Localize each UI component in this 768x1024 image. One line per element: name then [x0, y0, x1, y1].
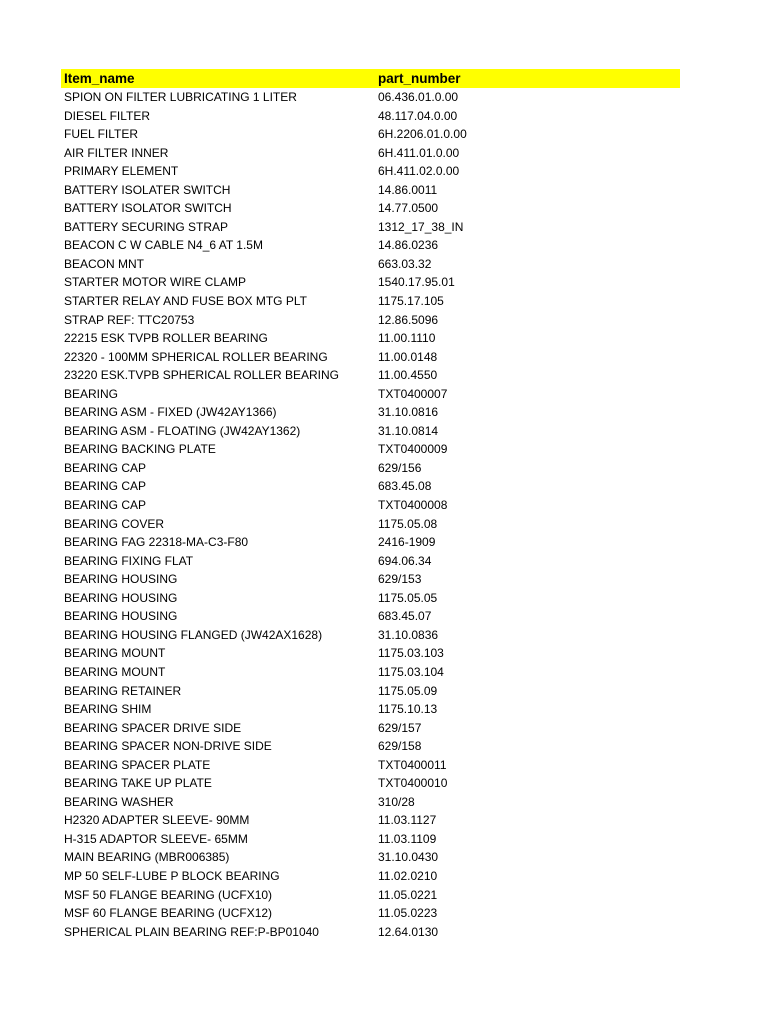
- item-name-cell: BEARING SPACER DRIVE SIDE: [64, 720, 242, 735]
- item-name-cell: BEARING BACKING PLATE: [64, 442, 216, 457]
- part-number-cell: 694.06.34: [378, 553, 432, 568]
- part-number-cell: 11.03.1127: [378, 813, 437, 828]
- part-number-cell: 11.00.1110: [378, 331, 436, 346]
- table-row: [61, 162, 680, 181]
- part-number-cell: 31.10.0814: [378, 423, 439, 438]
- part-number-cell: 06.436.01.0.00: [378, 90, 459, 104]
- part-number-cell: 1175.05.08: [378, 516, 438, 531]
- part-number-cell: 1175.05.05: [378, 590, 438, 605]
- table-row: [61, 830, 680, 849]
- table-row: [61, 737, 680, 756]
- item-name-cell: BEARING SPACER NON-DRIVE SIDE: [64, 739, 272, 754]
- table-row: [61, 459, 680, 478]
- part-number-cell: 12.64.0130: [378, 924, 439, 939]
- table-row: [61, 273, 680, 292]
- table-row: [61, 218, 680, 237]
- item-name-cell: SPION ON FILTER LUBRICATING 1 LITER: [64, 90, 297, 104]
- item-name-cell: BEARING COVER: [64, 516, 165, 531]
- item-name-cell: BATTERY SECURING STRAP: [64, 219, 229, 234]
- item-name-cell: SPHERICAL PLAIN BEARING REF:P-BP01040: [64, 924, 319, 939]
- item-name-cell: BEARING FIXING FLAT: [64, 553, 194, 568]
- table-row: [61, 292, 680, 311]
- table-row: [61, 88, 680, 107]
- item-name-cell: H-315 ADAPTOR SLEEVE- 65MM: [64, 831, 248, 846]
- table-row: [61, 199, 680, 218]
- item-name-cell: AIR FILTER INNER: [64, 145, 169, 160]
- item-name-cell: MSF 60 FLANGE BEARING (UCFX12): [64, 906, 273, 921]
- table-row: [61, 385, 680, 404]
- table-row: [61, 144, 680, 163]
- item-name-cell: MP 50 SELF-LUBE P BLOCK BEARING: [64, 868, 280, 883]
- item-name-cell: 23220 ESK.TVPB SPHERICAL ROLLER BEARING: [64, 368, 339, 383]
- item-name-cell: BEARING MOUNT: [64, 646, 166, 661]
- item-name-cell: BEARING ASM - FIXED (JW42AY1366): [64, 405, 277, 420]
- part-number-cell: 14.86.0236: [378, 238, 439, 253]
- item-name-cell: BEARING TAKE UP PLATE: [64, 776, 212, 791]
- table-row: [61, 552, 680, 571]
- part-number-cell: 31.10.0816: [378, 405, 439, 420]
- table-row: [61, 793, 680, 812]
- item-name-cell: BATTERY ISOLATER SWITCH: [64, 182, 231, 197]
- table-row: [61, 607, 680, 626]
- part-number-cell: 1175.03.103: [378, 646, 444, 661]
- item-name-cell: FUEL FILTER: [64, 127, 139, 142]
- header-part-number: part_number: [378, 71, 461, 86]
- table-row: [61, 440, 680, 459]
- table-row: [61, 867, 680, 886]
- item-name-cell: BEARING CAP: [64, 460, 147, 475]
- table-row: [61, 570, 680, 589]
- item-name-cell: BEARING ASM - FLOATING (JW42AY1362): [64, 423, 301, 438]
- table-row: [61, 848, 680, 867]
- part-number-cell: 2416-1909: [378, 535, 436, 550]
- item-name-cell: MAIN BEARING (MBR006385): [64, 850, 230, 865]
- item-name-cell: BEARING CAP: [64, 498, 147, 513]
- item-name-cell: BEARING HOUSING: [64, 590, 178, 605]
- part-number-cell: 11.05.0221: [378, 887, 438, 902]
- part-number-cell: 11.00.4550: [378, 368, 438, 383]
- item-name-cell: 22320 - 100MM SPHERICAL ROLLER BEARING: [64, 349, 328, 364]
- part-number-cell: 629/158: [378, 739, 422, 754]
- item-name-cell: BEARING HOUSING FLANGED (JW42AX1628): [64, 627, 323, 642]
- part-number-cell: 1175.05.09: [378, 683, 438, 698]
- part-number-cell: 1175.03.104: [378, 664, 444, 679]
- table-row: [61, 626, 680, 645]
- table-row: [61, 329, 680, 348]
- part-number-cell: 48.117.04.0.00: [378, 108, 458, 123]
- part-number-cell: 629/157: [378, 720, 422, 735]
- table-row: [61, 496, 680, 515]
- table-row: [61, 403, 680, 422]
- item-name-cell: BEACON MNT: [64, 256, 145, 271]
- part-number-cell: 1540.17.95.01: [378, 275, 455, 290]
- part-number-cell: TXT0400009: [378, 442, 448, 457]
- item-name-cell: BEARING MOUNT: [64, 664, 166, 679]
- item-name-cell: BEARING CAP: [64, 479, 147, 494]
- table-row: [61, 589, 680, 608]
- table-row: [61, 644, 680, 663]
- table-body: [61, 88, 680, 941]
- part-number-cell: 14.86.0011: [378, 182, 438, 197]
- table-row: [61, 886, 680, 905]
- table-row: [61, 719, 680, 738]
- part-number-cell: 31.10.0430: [378, 850, 439, 865]
- table-row: [61, 774, 680, 793]
- item-name-cell: STARTER MOTOR WIRE CLAMP: [64, 275, 247, 290]
- table-row: [61, 236, 680, 255]
- part-number-cell: 1312_17_38_IN: [378, 219, 464, 234]
- parts-table: [61, 69, 680, 941]
- table-row: [61, 515, 680, 534]
- part-number-cell: 663.03.32: [378, 256, 432, 271]
- item-name-cell: BEARING WASHER: [64, 794, 174, 809]
- part-number-cell: 629/153: [378, 572, 422, 587]
- table-row: [61, 756, 680, 775]
- part-number-cell: 310/28: [378, 794, 415, 809]
- table-row: [61, 923, 680, 942]
- item-name-cell: STARTER RELAY AND FUSE BOX MTG PLT: [64, 294, 307, 309]
- item-name-cell: 22215 ESK TVPB ROLLER BEARING: [64, 331, 268, 346]
- table-row: [61, 311, 680, 330]
- table-row: [61, 811, 680, 830]
- part-number-cell: TXT0400007: [378, 386, 448, 401]
- item-name-cell: BEARING SPACER PLATE: [64, 757, 211, 772]
- item-name-cell: BATTERY ISOLATOR SWITCH: [64, 201, 232, 216]
- item-name-cell: BEARING HOUSING: [64, 609, 178, 624]
- part-number-cell: 11.03.1109: [378, 831, 437, 846]
- part-number-cell: 6H.411.02.0.00: [378, 164, 460, 179]
- table-row: [61, 366, 680, 385]
- item-name-cell: BEARING: [64, 386, 119, 401]
- item-name-cell: MSF 50 FLANGE BEARING (UCFX10): [64, 887, 273, 902]
- part-number-cell: 1175.17.105: [378, 294, 444, 309]
- item-name-cell: STRAP REF: TTC20753: [64, 312, 195, 327]
- part-number-cell: TXT0400010: [378, 776, 448, 791]
- part-number-cell: 629/156: [378, 460, 422, 475]
- part-number-cell: 683.45.08: [378, 479, 432, 494]
- part-number-cell: 31.10.0836: [378, 627, 439, 642]
- table-row: [61, 107, 680, 126]
- part-number-cell: 683.45.07: [378, 609, 432, 624]
- table-row: [61, 255, 680, 274]
- part-number-cell: 11.05.0223: [378, 906, 438, 921]
- table-row: [61, 477, 680, 496]
- part-number-cell: TXT0400011: [378, 757, 447, 772]
- table-row: [61, 348, 680, 367]
- part-number-cell: 6H.2206.01.0.00: [378, 127, 467, 142]
- table-row: [61, 125, 680, 144]
- item-name-cell: BEACON C W CABLE N4_6 AT 1.5M: [64, 238, 263, 253]
- part-number-cell: 1175.10.13: [378, 702, 438, 717]
- table-row: [61, 682, 680, 701]
- table-row: [61, 904, 680, 923]
- item-name-cell: PRIMARY ELEMENT: [64, 164, 179, 179]
- table-row: [61, 181, 680, 200]
- part-number-cell: TXT0400008: [378, 498, 448, 513]
- item-name-cell: BEARING SHIM: [64, 702, 152, 717]
- part-number-cell: 11.00.0148: [378, 349, 438, 364]
- item-name-cell: BEARING RETAINER: [64, 683, 182, 698]
- part-number-cell: 12.86.5096: [378, 312, 439, 327]
- table-row: [61, 533, 680, 552]
- item-name-cell: BEARING FAG 22318-MA-C3-F80: [64, 535, 249, 550]
- table-row: [61, 422, 680, 441]
- table-row: [61, 663, 680, 682]
- item-name-cell: BEARING HOUSING: [64, 572, 178, 587]
- part-number-cell: 6H.411.01.0.00: [378, 145, 460, 160]
- header-item-name: Item_name: [64, 71, 135, 86]
- part-number-cell: 14.77.0500: [378, 201, 439, 216]
- part-number-cell: 11.02.0210: [378, 868, 438, 883]
- item-name-cell: H2320 ADAPTER SLEEVE- 90MM: [64, 813, 250, 828]
- table-header-row: [61, 69, 680, 88]
- item-name-cell: DIESEL FILTER: [64, 108, 151, 123]
- table-row: [61, 700, 680, 719]
